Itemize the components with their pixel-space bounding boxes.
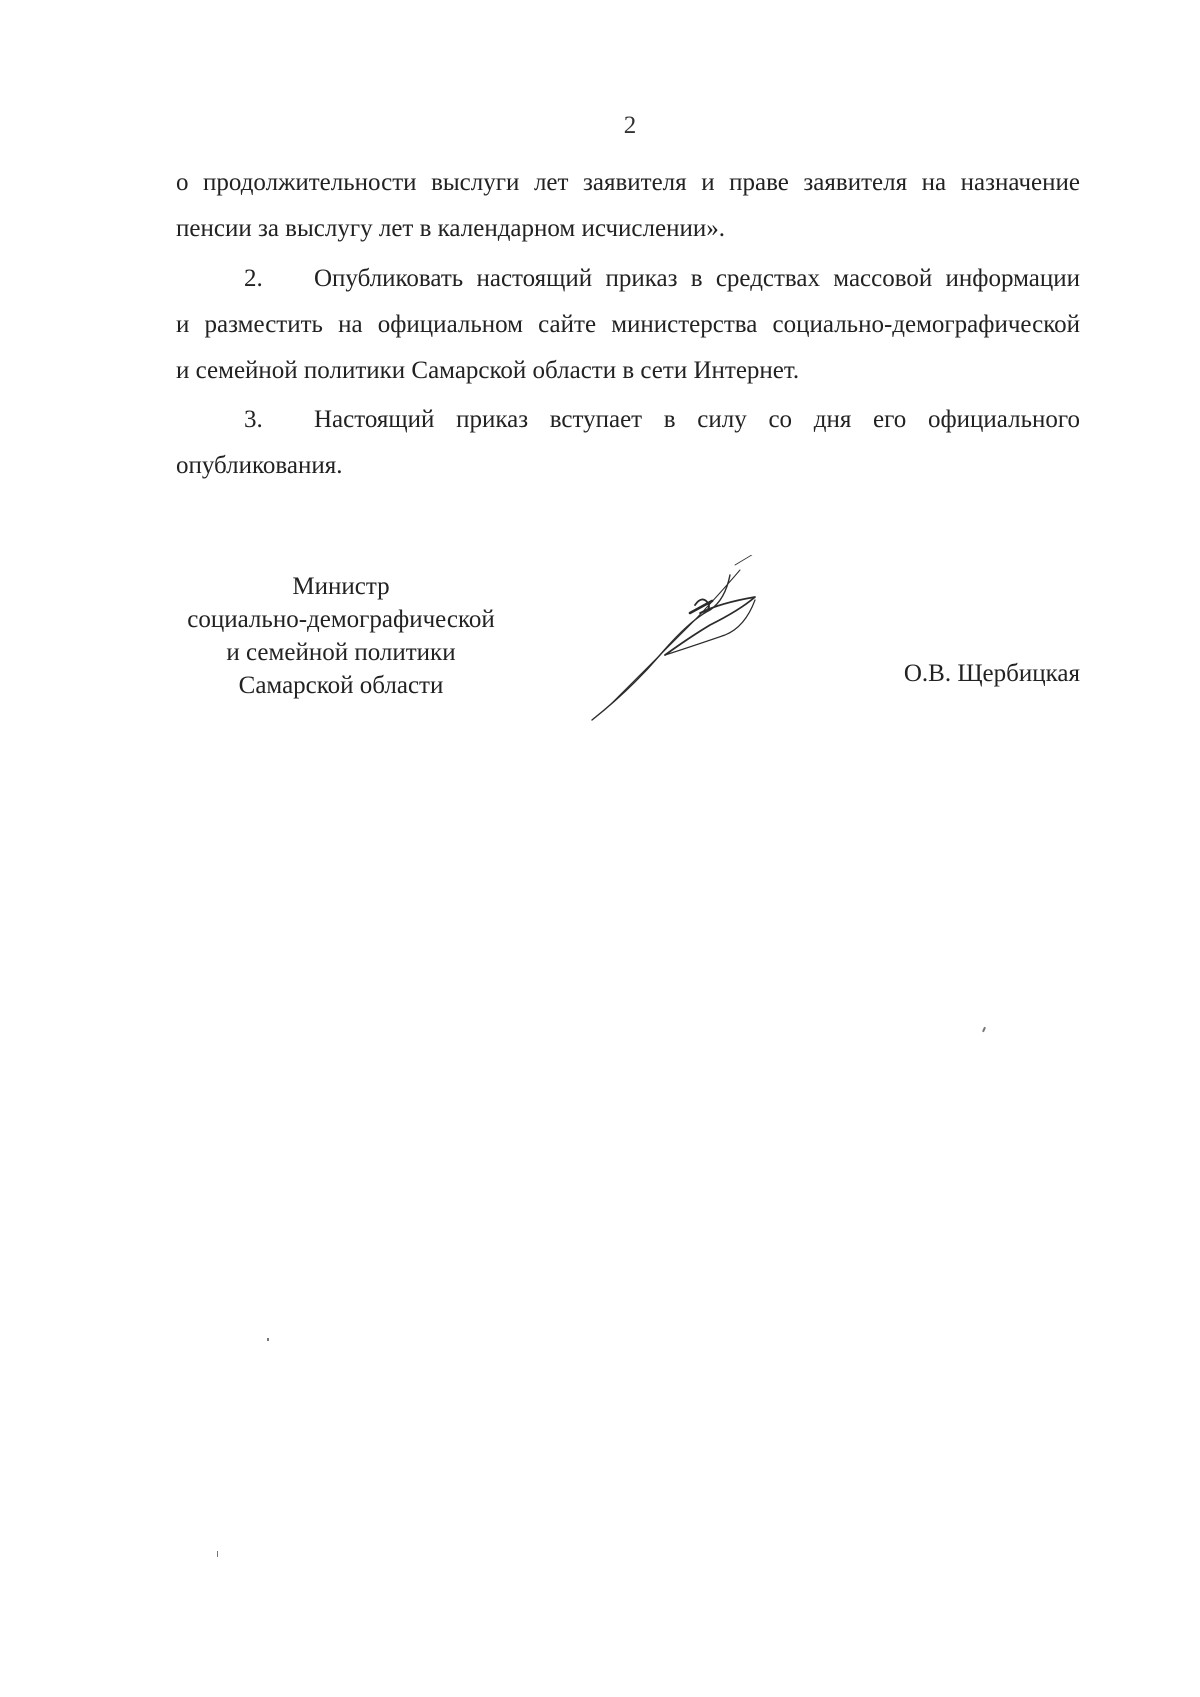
signatory-title-line: и семейной политики — [226, 639, 456, 666]
item-number: 2. — [244, 265, 263, 292]
handwritten-signature — [590, 555, 820, 735]
scan-speck — [267, 1338, 269, 1341]
paragraph-continuation — [176, 160, 1080, 252]
paragraph-line — [176, 397, 1080, 443]
paragraph-line — [176, 256, 1080, 302]
scan-speck — [982, 1027, 986, 1032]
scan-speck — [217, 1551, 218, 1557]
paragraph-line: опубликования. — [176, 452, 343, 479]
page-number: 2 — [623, 112, 637, 139]
signatory-title-line: Самарской области — [238, 672, 444, 699]
item-text: Настоящий приказ вступает в силу со дня его официального — [314, 406, 1080, 433]
item-text: Опубликовать настоящий приказ в средствах массовой информации — [314, 265, 1080, 292]
signatory-name: О.В. Щербицкая — [903, 660, 1080, 687]
signatory-title-line: социально-демографической — [187, 606, 495, 633]
paragraph-item-3 — [176, 397, 1080, 489]
item-number: 3. — [244, 406, 263, 433]
paragraph-line: пенсии за выслугу лет в календарном исчислении». — [176, 215, 725, 242]
paragraph-line: и семейной политики Самарской области в сети Интернет. — [176, 357, 800, 384]
signatory-title — [176, 570, 506, 702]
paragraph-item-2 — [176, 256, 1080, 394]
paragraph-line: и разместить на официальном сайте министерства социально-демографической — [176, 311, 1080, 338]
signatory-title-line: Министр — [292, 573, 390, 600]
paragraph-line: о продолжительности выслуги лет заявителя и праве заявителя на назначение — [176, 169, 1080, 196]
